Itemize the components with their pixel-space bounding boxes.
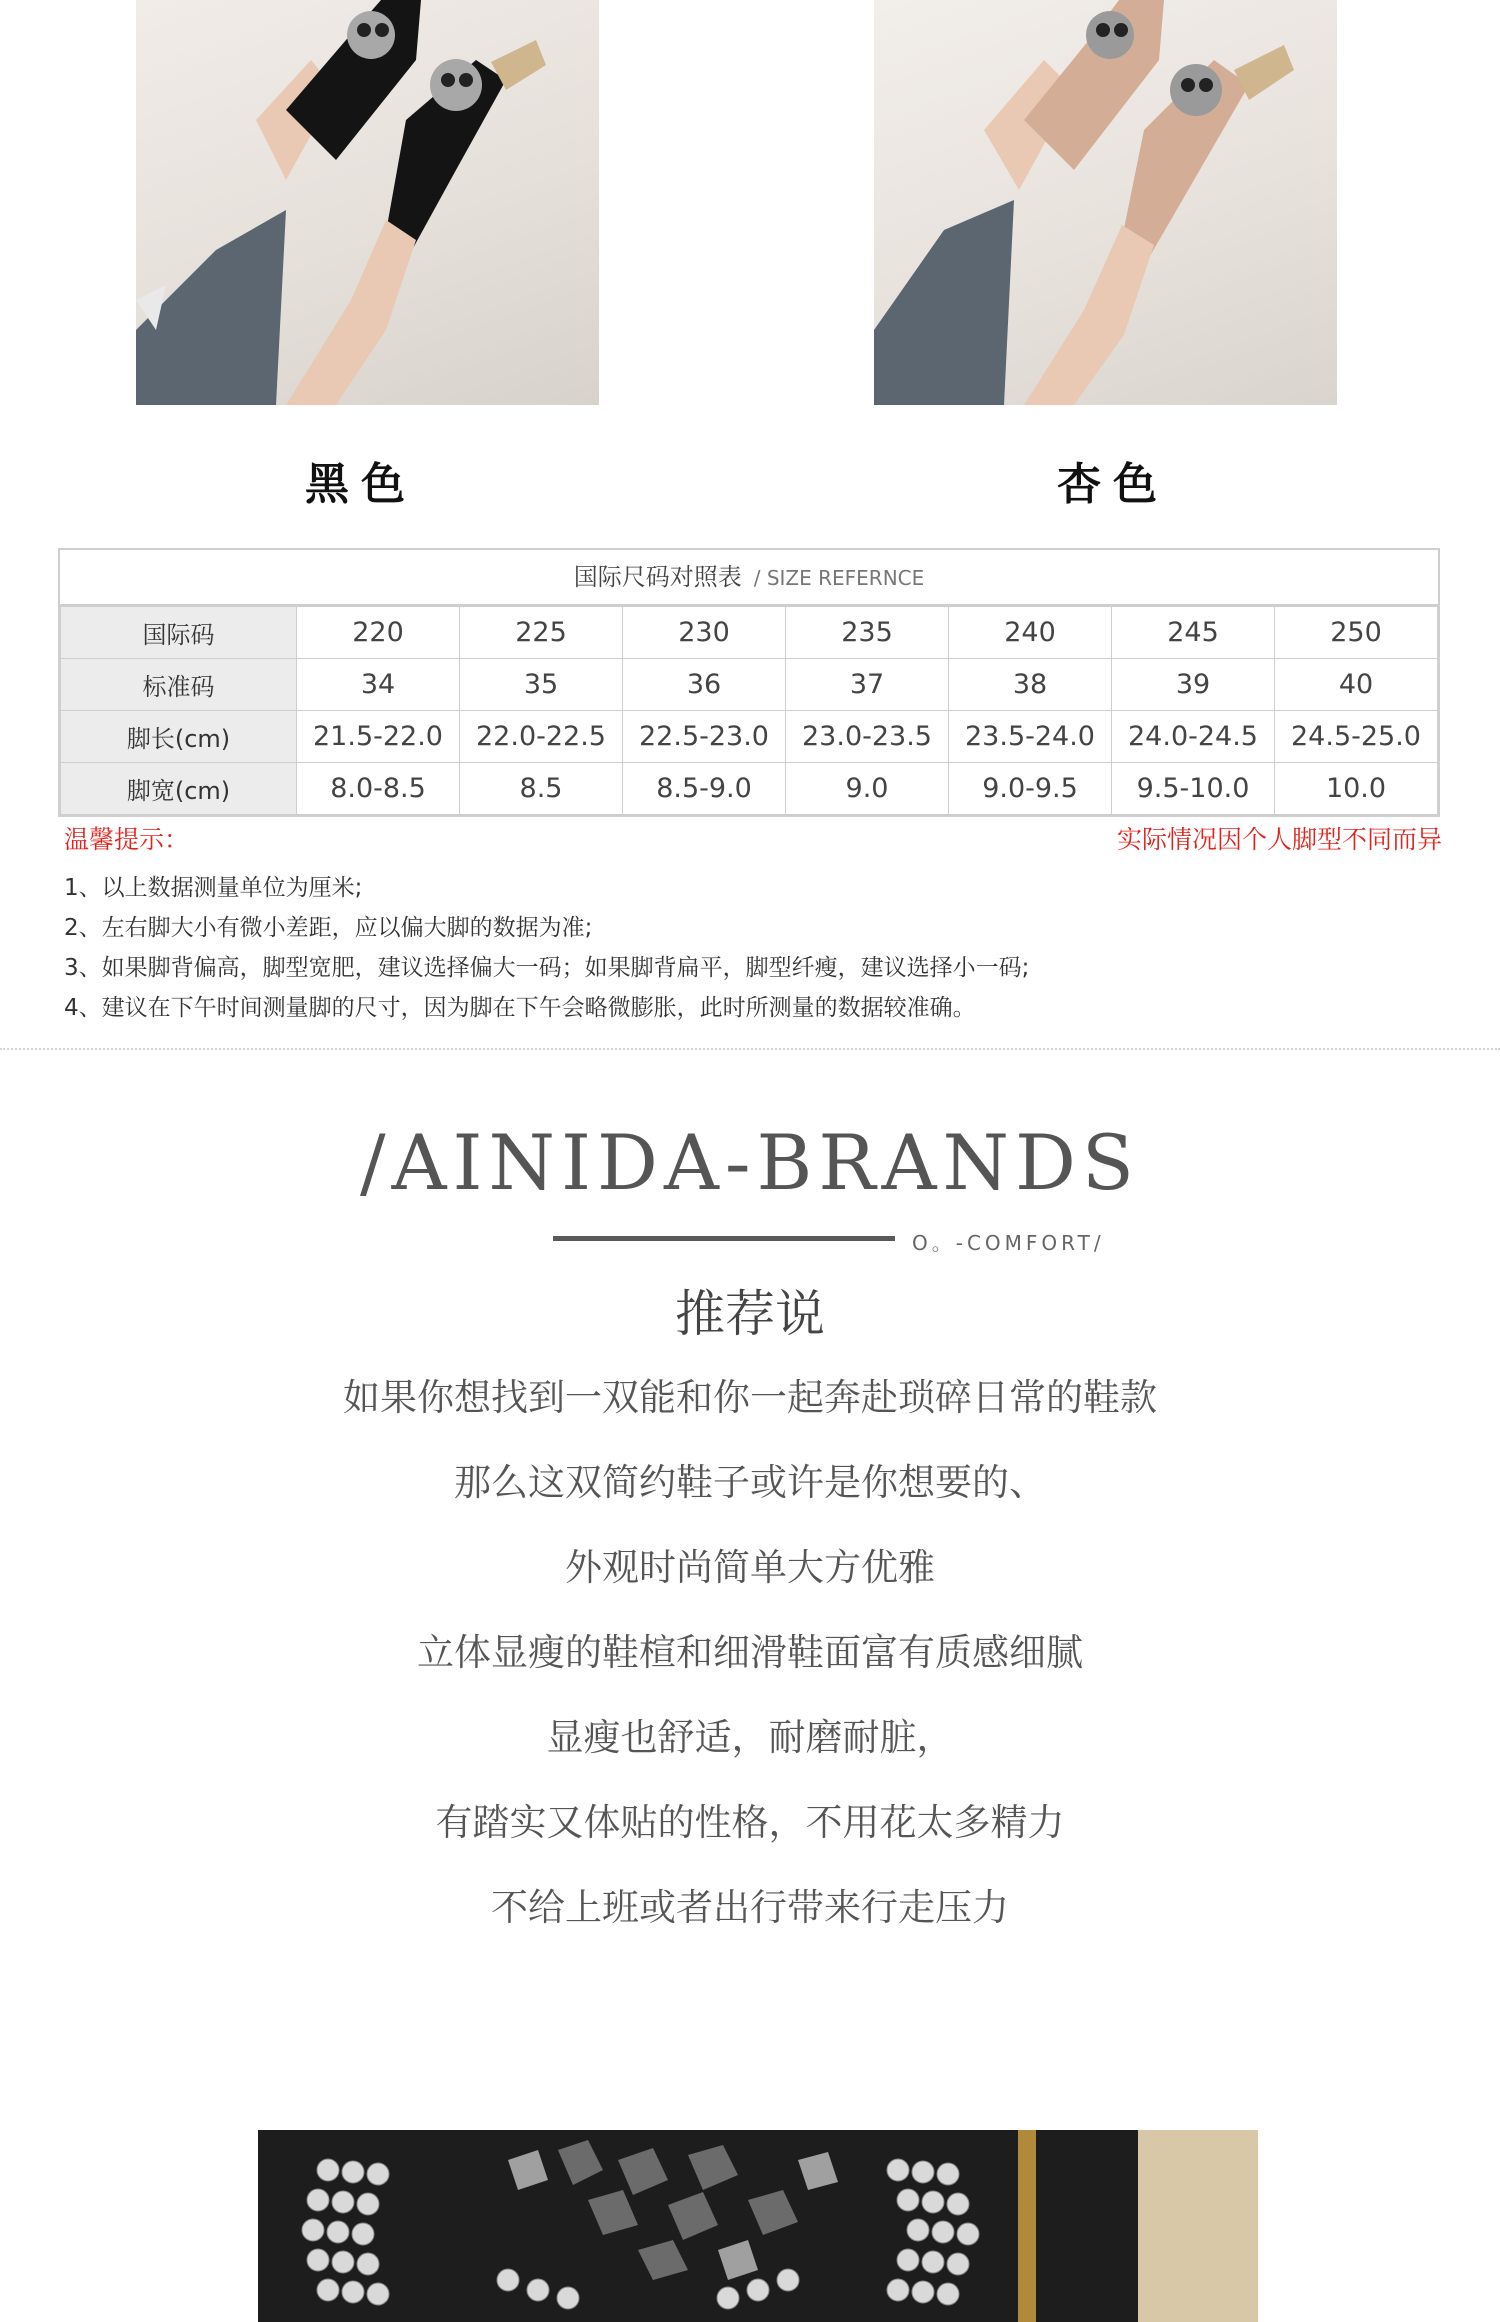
warm-tip-label: 温馨提示： <box>64 825 190 854</box>
note-item: 2、左右脚大小有微小差距，应以偏大脚的数据为准; <box>64 915 593 941</box>
size-cell: 37 <box>786 659 949 711</box>
size-row-foot-length <box>61 711 1438 763</box>
size-cell: 220 <box>297 607 460 659</box>
product-photo-black <box>136 0 599 405</box>
size-cell: 8.5 <box>460 763 623 815</box>
row-label: 标准码 <box>61 659 297 711</box>
recommendation-title: 推荐说 <box>675 1285 825 1343</box>
color-label-apricot: 杏色 <box>1057 459 1169 510</box>
size-cell: 250 <box>1275 607 1438 659</box>
color-label-black: 黑色 <box>305 459 417 510</box>
size-cell: 230 <box>623 607 786 659</box>
size-cell: 22.0-22.5 <box>460 711 623 763</box>
size-cell: 40 <box>1275 659 1438 711</box>
size-cell: 8.5-9.0 <box>623 763 786 815</box>
size-row-standard <box>61 659 1438 711</box>
section-divider <box>0 1048 1500 1050</box>
recommendation-line: 立体显瘦的鞋楦和细滑鞋面富有质感细腻 <box>417 1631 1083 1674</box>
size-cell: 35 <box>460 659 623 711</box>
size-chart-title-cn: 国际尺码对照表 <box>573 563 742 591</box>
product-photo-apricot <box>874 0 1337 405</box>
size-cell: 21.5-22.0 <box>297 711 460 763</box>
note-item: 4、建议在下午时间测量脚的尺寸，因为脚在下午会略微膨胀，此时所测量的数据较准确。 <box>64 995 976 1021</box>
size-cell: 22.5-23.0 <box>623 711 786 763</box>
size-cell: 24.5-25.0 <box>1275 711 1438 763</box>
recommendation-line: 那么这双简约鞋子或许是你想要的、 <box>454 1461 1046 1504</box>
size-chart-table <box>58 548 1440 817</box>
row-label: 国际码 <box>61 607 297 659</box>
size-cell: 23.0-23.5 <box>786 711 949 763</box>
recommendation-line: 外观时尚简单大方优雅 <box>565 1546 935 1589</box>
size-cell: 38 <box>949 659 1112 711</box>
note-item: 1、以上数据测量单位为厘米; <box>64 875 363 901</box>
brand-underline <box>553 1236 895 1241</box>
recommendation-line: 有踏实又体贴的性格，不用花太多精力 <box>435 1801 1065 1844</box>
size-chart-title-en: / SIZE REFERNCE <box>753 566 925 590</box>
size-cell: 36 <box>623 659 786 711</box>
size-cell: 9.5-10.0 <box>1112 763 1275 815</box>
row-label: 脚宽(cm) <box>61 763 297 815</box>
brand-subtitle: O。-COMFORT/ <box>912 1231 1105 1255</box>
row-label: 脚长(cm) <box>61 711 297 763</box>
size-row-foot-width <box>61 763 1438 815</box>
size-cell: 24.0-24.5 <box>1112 711 1275 763</box>
rhinestone-detail-photo <box>258 2130 1258 2322</box>
size-row-international <box>61 607 1438 659</box>
size-cell: 9.0-9.5 <box>949 763 1112 815</box>
recommendation-line: 不给上班或者出行带来行走压力 <box>491 1886 1009 1929</box>
size-cell: 10.0 <box>1275 763 1438 815</box>
recommendation-line: 显瘦也舒适，耐磨耐脏， <box>546 1716 954 1759</box>
recommendation-line: 如果你想找到一双能和你一起奔赴琐碎日常的鞋款 <box>343 1376 1157 1419</box>
size-cell: 235 <box>786 607 949 659</box>
note-item: 3、如果脚背偏高，脚型宽肥，建议选择偏大一码；如果脚背扁平，脚型纤瘦，建议选择小一码; <box>64 955 1030 981</box>
size-chart-title <box>60 550 1438 606</box>
size-cell: 225 <box>460 607 623 659</box>
size-cell: 34 <box>297 659 460 711</box>
size-cell: 240 <box>949 607 1112 659</box>
brand-title: /AINIDA-BRANDS <box>360 1118 1140 1207</box>
size-cell: 23.5-24.0 <box>949 711 1112 763</box>
size-cell: 245 <box>1112 607 1275 659</box>
recommendation-text <box>0 1368 1500 1963</box>
size-cell: 8.0-8.5 <box>297 763 460 815</box>
size-cell: 39 <box>1112 659 1275 711</box>
measurement-notes <box>64 868 1029 1028</box>
size-cell: 9.0 <box>786 763 949 815</box>
fit-disclaimer: 实际情况因个人脚型不同而异 <box>1116 825 1442 854</box>
